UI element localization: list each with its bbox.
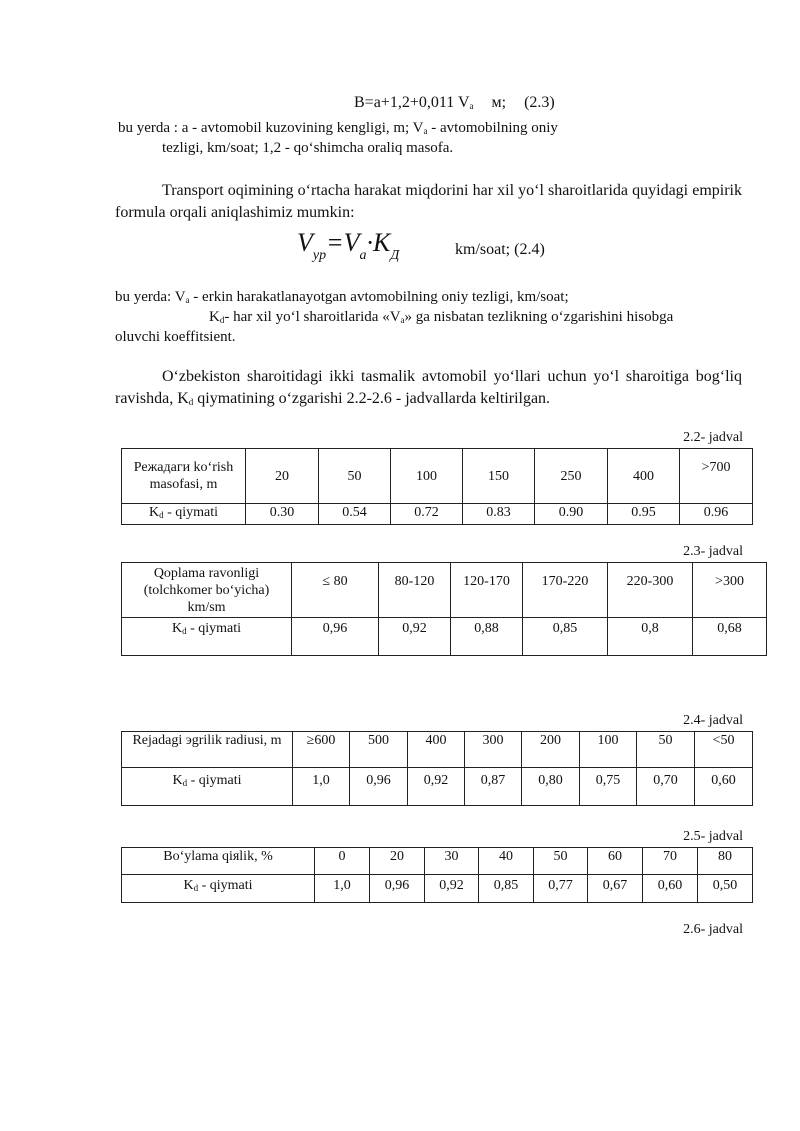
- header-cell: 300: [465, 732, 522, 768]
- header-cell: 100: [391, 449, 463, 504]
- value-cell: 0.54: [319, 504, 391, 525]
- table-row-values: [122, 504, 753, 525]
- table-row-header: [122, 563, 767, 618]
- header-cell: Режадаги ko‘rish masofasi, m: [122, 449, 246, 504]
- header-cell: 500: [350, 732, 408, 768]
- row-label: $K_d$ - qiymati: [122, 875, 315, 903]
- value-cell: 0.83: [463, 504, 535, 525]
- where-line-2: tezligi, km/soat; 1,2 - qo‘shimcha oraliq masofa.: [162, 140, 454, 156]
- caption-2-3: 2.3- jadval: [683, 544, 743, 559]
- header-cell: 20: [370, 848, 425, 875]
- table-2-4: [121, 731, 753, 806]
- header-cell: 60: [588, 848, 643, 875]
- where2-line-2: $K_d-$ har xil yo‘l sharoitlarida «$V_a$» ga nisbatan tezlikning o‘zgarishini hisobga: [209, 309, 674, 325]
- value-cell: 0,96: [292, 618, 379, 656]
- value-cell: 0,67: [588, 875, 643, 903]
- table-row-header: [122, 848, 753, 875]
- header-cell: 20: [246, 449, 319, 504]
- header-cell: Qoplama ravonligi (tolchkomer bo‘yicha) km/sm: [122, 563, 292, 618]
- value-cell: 0,70: [637, 768, 695, 806]
- row-label: $K_d$ - qiymati: [122, 504, 246, 525]
- table-row-header: [122, 732, 753, 768]
- value-cell: 0,80: [522, 768, 580, 806]
- row-label: $K_d$ - qiymati: [122, 618, 292, 656]
- header-cell: 40: [479, 848, 534, 875]
- value-cell: 0,68: [693, 618, 767, 656]
- header-cell: ≥600: [293, 732, 350, 768]
- table-row-values: [122, 768, 753, 806]
- caption-2-6: 2.6- jadval: [683, 922, 743, 937]
- formula-2-4: $V_{yp}=V_a\cdot K_Д$: [297, 228, 400, 263]
- header-cell: 220-300: [608, 563, 693, 618]
- caption-2-5: 2.5- jadval: [683, 829, 743, 844]
- where2-line-1: bu yerda: $V_a$ - erkin harakatlanayotgan avtomobilning oniy tezligi, km/soat;: [115, 289, 569, 305]
- value-cell: 0,50: [698, 875, 753, 903]
- header-cell: >300: [693, 563, 767, 618]
- value-cell: 0,92: [379, 618, 451, 656]
- header-cell: 50: [319, 449, 391, 504]
- header-cell: 170-220: [523, 563, 608, 618]
- value-cell: 1,0: [293, 768, 350, 806]
- header-cell: 200: [522, 732, 580, 768]
- caption-2-2: 2.2- jadval: [683, 430, 743, 445]
- value-cell: 0,60: [643, 875, 698, 903]
- table-2-5: [121, 847, 753, 903]
- header-cell: 70: [643, 848, 698, 875]
- header-cell: 30: [425, 848, 479, 875]
- paragraph-transport: Transport oqimining o‘rtacha harakat miqdorini har xil yo‘l sharoitlarida quyidagi empirik formula orqali aniqlashimiz mumkin:: [115, 182, 742, 221]
- paragraph-uzbekistan: O‘zbekiston sharoitidagi ikki tasmalik avtomobil yo‘llari uchun yo‘l sharoitiga bog‘liq ravishda, $K_d$ qiymatining o‘zgarishi 2.2-2.6 - jadvallarda keltirilgan.: [115, 368, 742, 407]
- formula-2-4-unit: km/soat; (2.4): [455, 241, 545, 258]
- header-cell: 400: [608, 449, 680, 504]
- value-cell: 0,8: [608, 618, 693, 656]
- value-cell: 0.30: [246, 504, 319, 525]
- header-cell: Bo‘ylama qiяlik, %: [122, 848, 315, 875]
- value-cell: 0,77: [534, 875, 588, 903]
- header-cell: 100: [580, 732, 637, 768]
- value-cell: 0.90: [535, 504, 608, 525]
- header-cell: 50: [534, 848, 588, 875]
- value-cell: 0.72: [391, 504, 463, 525]
- where-line-1: bu yerda : a - avtomobil kuzovining kengligi, m; $V_a$ - avtomobilning oniy: [118, 120, 558, 136]
- value-cell: 0,60: [695, 768, 753, 806]
- value-cell: 0,85: [479, 875, 534, 903]
- header-cell: <50: [695, 732, 753, 768]
- header-cell: Rejadagi эgrilik radiusi, m: [122, 732, 293, 768]
- table-row-header: [122, 449, 753, 504]
- value-cell: 0,75: [580, 768, 637, 806]
- header-cell: 0: [315, 848, 370, 875]
- value-cell: 0,96: [350, 768, 408, 806]
- value-cell: 0.96: [680, 504, 753, 525]
- header-cell: 50: [637, 732, 695, 768]
- value-cell: 0,87: [465, 768, 522, 806]
- row-label: $K_d$ - qiymati: [122, 768, 293, 806]
- value-cell: 0,96: [370, 875, 425, 903]
- table-row-values: [122, 618, 767, 656]
- header-cell: 250: [535, 449, 608, 504]
- value-cell: 0,92: [408, 768, 465, 806]
- header-cell: >700: [680, 449, 753, 504]
- formula-2-3: B=a+1,2+0,011 $V_a$ м; (2.3): [354, 94, 555, 111]
- value-cell: 0,92: [425, 875, 479, 903]
- caption-2-4: 2.4- jadval: [683, 713, 743, 728]
- header-cell: 80: [698, 848, 753, 875]
- table-2-3: [121, 562, 767, 656]
- value-cell: 0.95: [608, 504, 680, 525]
- value-cell: 0,85: [523, 618, 608, 656]
- table-row-values: [122, 875, 753, 903]
- header-cell: 120-170: [451, 563, 523, 618]
- header-cell: 400: [408, 732, 465, 768]
- value-cell: 1,0: [315, 875, 370, 903]
- header-cell: 80-120: [379, 563, 451, 618]
- header-cell: ≤ 80: [292, 563, 379, 618]
- table-2-2: [121, 448, 753, 525]
- where2-line-3: oluvchi koeffitsient.: [115, 329, 236, 345]
- value-cell: 0,88: [451, 618, 523, 656]
- header-cell: 150: [463, 449, 535, 504]
